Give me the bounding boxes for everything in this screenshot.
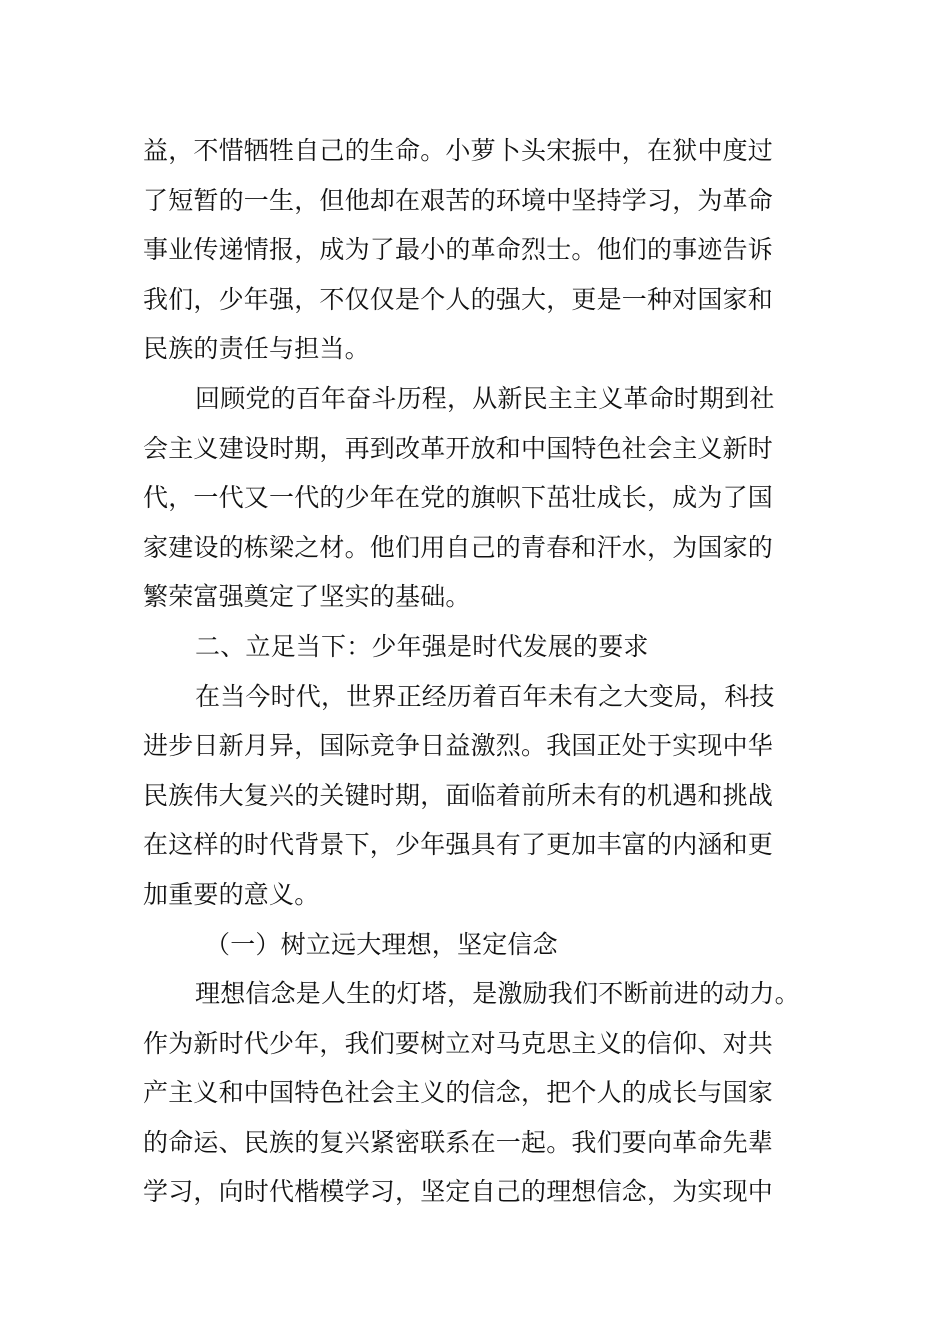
- subsection-heading: （一）树立远大理想，坚定信念: [205, 929, 558, 959]
- paragraph-first-line: 理想信念是人生的灯塔，是激励我们不断前进的动力。: [195, 979, 800, 1009]
- text-line: 益，不惜牺牲自己的生命。小萝卜头宋振中，在狱中度过: [143, 136, 774, 165]
- paragraph-first-line: 回顾党的百年奋斗历程，从新民主主义革命时期到社: [195, 383, 775, 413]
- text-line: 民族的责任与担当。: [143, 334, 370, 364]
- text-line: 产主义和中国特色社会主义的信念，把个人的成长与国家: [143, 1078, 774, 1108]
- text-line: 学习，向时代楷模学习，坚定自己的理想信念，为实现中: [143, 1177, 774, 1207]
- text-line: 家建设的栋梁之材。他们用自己的青春和汗水，为国家的: [143, 532, 774, 562]
- text-line: 繁荣富强奠定了坚实的基础。: [143, 582, 471, 612]
- text-line: 加重要的意义。: [143, 879, 320, 909]
- paragraph-first-line: 在当今时代，世界正经历着百年未有之大变局，科技: [195, 681, 775, 711]
- text-line: 代，一代又一代的少年在党的旗帜下茁壮成长，成为了国: [143, 483, 774, 513]
- document-body: [143, 126, 813, 1217]
- text-line: 事业传递情报，成为了最小的革命烈士。他们的事迹告诉: [143, 235, 774, 265]
- text-line: 在这样的时代背景下，少年强具有了更加丰富的内涵和更: [143, 830, 774, 860]
- text-line: 会主义建设时期，再到改革开放和中国特色社会主义新时: [143, 433, 774, 463]
- text-line: 的命运、民族的复兴紧密联系在一起。我们要向革命先辈: [143, 1127, 774, 1157]
- text-line: 作为新时代少年，我们要树立对马克思主义的信仰、对共: [143, 1028, 774, 1058]
- section-heading: 二、立足当下：少年强是时代发展的要求: [195, 631, 649, 661]
- text-line: 民族伟大复兴的关键时期，面临着前所未有的机遇和挑战: [143, 780, 774, 810]
- text-line: 我们，少年强，不仅仅是个人的强大，更是一种对国家和: [143, 284, 774, 314]
- text-line: 了短暂的一生，但他却在艰苦的环境中坚持学习，为革命: [143, 185, 774, 215]
- text-line: 进步日新月异，国际竞争日益激烈。我国正处于实现中华: [143, 731, 774, 761]
